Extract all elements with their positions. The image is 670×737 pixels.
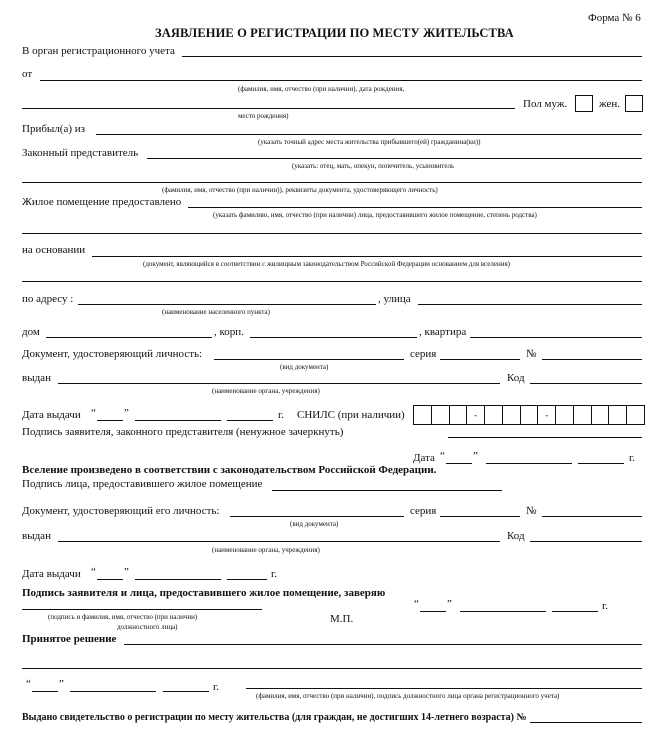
code-field[interactable] [530, 383, 642, 384]
snils-cell[interactable] [574, 406, 592, 424]
apartment-field[interactable] [470, 337, 642, 338]
arrived-label: Прибыл(а) из [22, 123, 85, 135]
issued-field[interactable] [58, 383, 500, 384]
form-number: Форма № 6 [588, 12, 641, 24]
arrived-field[interactable] [96, 134, 642, 135]
building-field[interactable] [250, 337, 417, 338]
sex-male-label: Пол муж. [523, 98, 568, 110]
official-name-field[interactable] [246, 688, 642, 689]
code-label: Код [507, 372, 525, 384]
his-code-field[interactable] [530, 541, 642, 542]
date-year-field[interactable] [578, 463, 624, 464]
identity-doc-label: Документ, удостоверяющий личность: [22, 348, 203, 360]
from-label: от [22, 68, 33, 80]
decision-month-field[interactable] [70, 691, 156, 692]
sex-female-checkbox[interactable] [625, 95, 643, 112]
number-label: № [526, 348, 537, 360]
organ-field[interactable] [182, 56, 642, 57]
year-suffix: г. [602, 600, 609, 612]
hint-fio-birth: (фамилия, имя, отчество (при наличии), дата рождения, [238, 85, 405, 93]
hint-rep-kind: (указать: отец, мать, опекун, попечитель, усыновитель [292, 162, 455, 170]
hint-signer-info-1: (подпись и фамилия, имя, отчество (при наличии) [48, 613, 198, 621]
hint-provider-info: (указать фамилию, имя, отчество (при наличии) лица, предоставившего жилое помещение, степень родства) [213, 211, 537, 219]
sex-male-checkbox[interactable] [575, 95, 593, 112]
birth-field[interactable] [22, 108, 515, 109]
quote-close: ” [473, 450, 478, 462]
snils-cell[interactable] [627, 406, 644, 424]
decision-day-field[interactable] [32, 691, 58, 692]
from-field[interactable] [40, 80, 642, 81]
issue-day-field[interactable] [97, 420, 123, 421]
series-label: серия [410, 505, 437, 517]
hint-official-info: (фамилия, имя, отчество (при наличии), подпись должностного лица органа регистрационного учета) [256, 692, 560, 700]
snils-cell[interactable] [450, 406, 468, 424]
hint-rep-details: (фамилия, имя, отчество (при наличии)), реквизиты документа, удостоверяющего личность) [162, 186, 438, 194]
date-label: Дата [413, 452, 435, 464]
decision-extra-field[interactable] [22, 668, 642, 669]
his-number-field[interactable] [542, 516, 642, 517]
basis-label: на основании [22, 244, 86, 256]
form-title: ЗАЯВЛЕНИЕ О РЕГИСТРАЦИИ ПО МЕСТУ ЖИТЕЛЬСТВА [155, 26, 514, 40]
quote-open: “ [91, 566, 96, 578]
certify-day-field[interactable] [420, 611, 446, 612]
snils-cell[interactable] [485, 406, 503, 424]
basis-extra-field[interactable] [22, 281, 642, 282]
provider-signature-label: Подпись лица, предоставившего жилое помещение [22, 478, 263, 490]
decision-year-field[interactable] [163, 691, 209, 692]
date-month-field[interactable] [486, 463, 572, 464]
his-issue-month-field[interactable] [135, 579, 221, 580]
number-label: № [526, 505, 537, 517]
hint-locality: (наименование населенного пункта) [162, 308, 270, 316]
issue-year-field[interactable] [227, 420, 273, 421]
applicant-signature-field[interactable] [448, 437, 642, 438]
quote-open: “ [91, 407, 96, 419]
year-suffix: г. [213, 681, 220, 693]
year-suffix: г. [278, 409, 285, 421]
certify-year-field[interactable] [552, 611, 598, 612]
hint-issuer: (наименование органа, учреждения) [212, 387, 320, 395]
quote-close: ” [124, 407, 129, 419]
issue-month-field[interactable] [135, 420, 221, 421]
quote-open: “ [26, 678, 31, 690]
basis-field[interactable] [92, 256, 642, 257]
code-label: Код [507, 530, 525, 542]
certificate-label: Выдано свидетельство о регистрации по месту жительства (для граждан, не достигших 14-летнего возраста) № [22, 712, 527, 723]
building-label: , корп. [214, 326, 244, 338]
snils-cell[interactable] [592, 406, 610, 424]
issued-label: выдан [22, 372, 51, 384]
issued-label: выдан [22, 530, 51, 542]
hint-basis-doc: (документ, являющийся в соответствии с жилищным законодательством Российской Федерации основанием для вселения) [143, 260, 510, 268]
living-space-label: Жилое помещение предоставлено [22, 196, 182, 208]
issue-date-label: Дата выдачи [22, 568, 81, 580]
snils-cell[interactable] [414, 406, 432, 424]
his-identity-doc-type-field[interactable] [230, 516, 404, 517]
organ-label: В орган регистрационного учета [22, 45, 175, 57]
quote-open: “ [440, 450, 445, 462]
certificate-number-field[interactable] [530, 722, 642, 723]
hint-doc-type: (вид документа) [290, 520, 339, 528]
hint-doc-type: (вид документа) [280, 363, 329, 371]
quote-close: ” [447, 598, 452, 610]
living-space-field[interactable] [188, 207, 642, 208]
his-series-field[interactable] [440, 516, 520, 517]
sex-female-label: жен. [599, 98, 620, 110]
applicant-signature-label: Подпись заявителя, законного представителя (ненужное зачеркнуть) [22, 426, 344, 438]
quote-close: ” [124, 566, 129, 578]
snils-cell[interactable] [556, 406, 574, 424]
snils-cell[interactable] [432, 406, 450, 424]
official-signature-field[interactable] [22, 609, 262, 610]
quote-open: “ [414, 598, 419, 610]
series-label: серия [410, 348, 437, 360]
hint-signer-info-2: должностного лица) [117, 623, 178, 631]
issue-date-label: Дата выдачи [22, 409, 81, 421]
his-issue-year-field[interactable] [227, 579, 267, 580]
decision-field[interactable] [124, 644, 642, 645]
apartment-label: , квартира [419, 326, 467, 338]
stamp-label: М.П. [330, 613, 354, 625]
identity-doc-type-field[interactable] [214, 359, 404, 360]
legal-rep-field[interactable] [147, 158, 642, 159]
snils-label: СНИЛС (при наличии) [297, 409, 405, 421]
certify-heading: Подпись заявителя и лица, предоставившего жилое помещение, заверяю [22, 587, 386, 599]
series-field[interactable] [440, 359, 520, 360]
hint-prev-address: (указать точный адрес места жительства прибывшего(ей) гражданина(ки)) [258, 138, 481, 146]
street-field[interactable] [418, 304, 642, 305]
address-label: по адресу : [22, 293, 74, 305]
snils-grid[interactable] [413, 405, 645, 425]
snils-cell[interactable] [609, 406, 627, 424]
hint-birth-place: место рождения) [238, 112, 289, 120]
house-field[interactable] [46, 337, 212, 338]
year-suffix: г. [271, 568, 278, 580]
his-identity-doc-label: Документ, удостоверяющий его личность: [22, 505, 220, 517]
snils-cell[interactable] [521, 406, 539, 424]
quote-close: ” [59, 678, 64, 690]
hint-issuer: (наименование органа, учреждения) [212, 546, 320, 554]
his-issue-day-field[interactable] [97, 579, 123, 580]
snils-cell[interactable] [503, 406, 521, 424]
settlement-heading: Вселение произведено в соответствии с законодательством Российской Федерации. [22, 464, 437, 476]
number-field[interactable] [542, 359, 642, 360]
street-label: , улица [378, 293, 411, 305]
year-suffix: г. [629, 452, 636, 464]
provider-signature-field[interactable] [272, 490, 502, 491]
decision-label: Принятое решение [22, 633, 117, 645]
legal-rep-label: Законный представитель [22, 147, 139, 159]
certify-month-field[interactable] [460, 611, 546, 612]
date-day-field[interactable] [446, 463, 472, 464]
snils-separator: - [467, 406, 485, 424]
his-issued-field[interactable] [58, 541, 500, 542]
snils-separator: - [538, 406, 556, 424]
provider-extra-field[interactable] [22, 233, 642, 234]
legal-rep-details-field[interactable] [22, 182, 642, 183]
house-label: дом [22, 326, 40, 338]
locality-field[interactable] [78, 304, 376, 305]
